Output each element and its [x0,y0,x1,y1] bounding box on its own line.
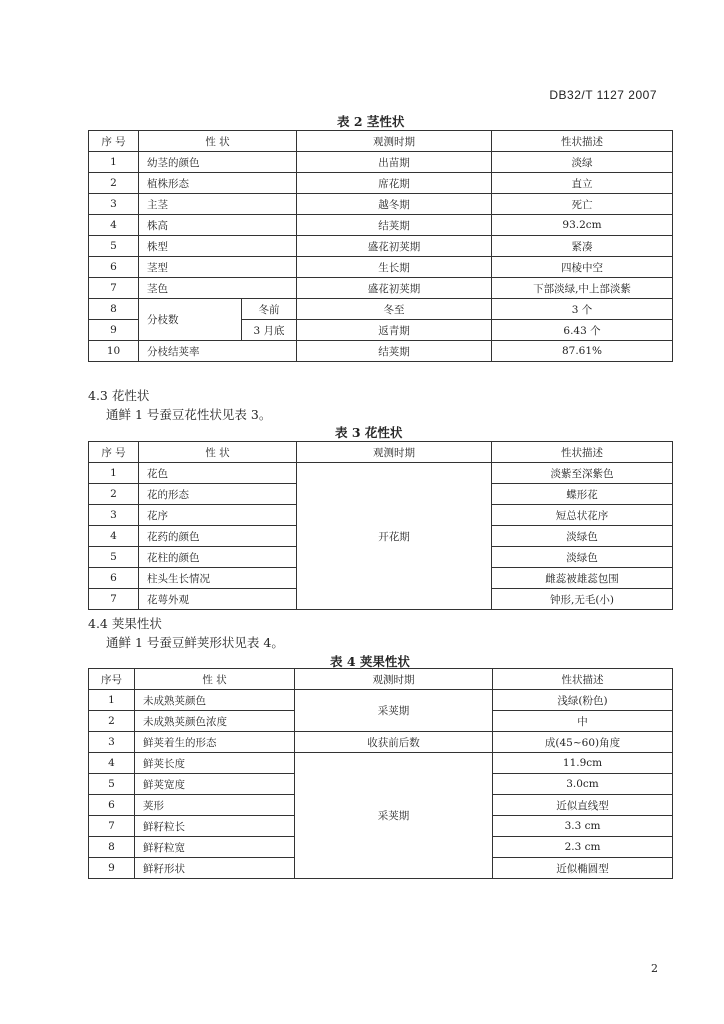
cell: 2 [89,173,139,194]
cell: 浅绿(粉色) [493,690,673,711]
cell: 冬前 [242,299,297,320]
cell: 盛花初荚期 [297,236,492,257]
cell: 4 [89,753,135,774]
cell: 株高 [139,215,297,236]
col-header: 观测时期 [297,131,492,152]
cell: 淡紫至深紫色 [492,463,673,484]
cell: 死亡 [492,194,673,215]
table-header-row [89,131,673,152]
cell: 出苗期 [297,152,492,173]
cell: 结荚期 [297,215,492,236]
page-number: 2 [651,962,658,975]
table-row [89,152,673,173]
cell: 8 [89,299,139,320]
table-row [89,341,673,362]
table-row [89,299,673,320]
table4 [88,668,673,879]
cell: 返青期 [297,320,492,341]
cell: 3 [89,732,135,753]
cell: 花序 [139,505,297,526]
cell: 开花期 [297,463,492,610]
cell: 盛花初荚期 [297,278,492,299]
cell: 采荚期 [295,690,493,732]
cell: 3 [89,505,139,526]
cell: 鲜荚长度 [135,753,295,774]
section-4-3-text: 通鲜 1 号蚕豆花性状见表 3。 [106,407,272,422]
cell: 花萼外观 [139,589,297,610]
table4-caption: 表 4 荚果性状 [330,654,410,669]
col-header: 观测时期 [297,442,492,463]
col-header: 序号 [89,669,135,690]
cell: 下部淡绿,中上部淡紫 [492,278,673,299]
cell: 9 [89,320,139,341]
cell: 雌蕊被雄蕊包围 [492,568,673,589]
cell: 花药的颜色 [139,526,297,547]
col-header: 性 状 [135,669,295,690]
cell: 5 [89,547,139,568]
cell: 3.3 cm [493,816,673,837]
cell: 采荚期 [295,753,493,879]
standard-number: DB32/T 1127 2007 [549,88,657,102]
cell: 7 [89,816,135,837]
cell: 6 [89,568,139,589]
cell: 3.0cm [493,774,673,795]
col-header: 性状描述 [493,669,673,690]
cell: 6 [89,257,139,278]
cell: 越冬期 [297,194,492,215]
cell: 9 [89,858,135,879]
cell: 93.2cm [492,215,673,236]
cell: 淡绿 [492,152,673,173]
col-header: 观测时期 [295,669,493,690]
table3-caption: 表 3 花性状 [335,425,403,440]
col-header: 性 状 [139,442,297,463]
table-row [89,278,673,299]
cell: 钟形,无毛(小) [492,589,673,610]
cell: 结荚期 [297,341,492,362]
cell: 直立 [492,173,673,194]
col-header: 性状描述 [492,442,673,463]
table-row [89,194,673,215]
cell: 7 [89,278,139,299]
cell: 1 [89,690,135,711]
cell: 近似椭圆型 [493,858,673,879]
cell: 3 月底 [242,320,297,341]
table2 [88,130,673,362]
cell: 鲜籽形状 [135,858,295,879]
cell: 2 [89,711,135,732]
table-row [89,463,673,484]
cell: 未成熟荚颜色 [135,690,295,711]
table-row [89,732,673,753]
cell: 主茎 [139,194,297,215]
cell: 幼茎的颜色 [139,152,297,173]
cell: 2.3 cm [493,837,673,858]
table-row [89,690,673,711]
cell: 近似直线型 [493,795,673,816]
cell: 鲜籽粒宽 [135,837,295,858]
cell: 1 [89,463,139,484]
cell: 中 [493,711,673,732]
section-4-4-text: 通鲜 1 号蚕豆鲜荚形状见表 4。 [106,635,284,650]
cell: 植株形态 [139,173,297,194]
cell: 花的形态 [139,484,297,505]
cell: 3 [89,194,139,215]
cell: 6.43 个 [492,320,673,341]
cell: 8 [89,837,135,858]
cell: 紧凑 [492,236,673,257]
section-4-3-heading: 4.3 花性状 [88,388,150,403]
cell: 4 [89,215,139,236]
table-row [89,173,673,194]
cell: 生长期 [297,257,492,278]
cell: 茎型 [139,257,297,278]
table-header-row [89,669,673,690]
cell: 6 [89,795,135,816]
cell: 柱头生长情况 [139,568,297,589]
table2-caption: 表 2 茎性状 [337,114,405,129]
cell: 分枝数 [139,299,242,341]
table-row [89,753,673,774]
cell: 3 个 [492,299,673,320]
cell: 鲜荚宽度 [135,774,295,795]
cell: 四棱中空 [492,257,673,278]
table-header-row [89,442,673,463]
col-header: 性状描述 [492,131,673,152]
cell: 席花期 [297,173,492,194]
cell: 荚形 [135,795,295,816]
table-row [89,257,673,278]
cell: 茎色 [139,278,297,299]
cell: 成(45~60)角度 [493,732,673,753]
table-row [89,215,673,236]
table3 [88,441,673,610]
cell: 短总状花序 [492,505,673,526]
cell: 花柱的颜色 [139,547,297,568]
cell: 2 [89,484,139,505]
cell: 蝶形花 [492,484,673,505]
cell: 鲜荚着生的形态 [135,732,295,753]
table-row [89,236,673,257]
cell: 花色 [139,463,297,484]
cell: 鲜籽粒长 [135,816,295,837]
cell: 株型 [139,236,297,257]
cell: 未成熟荚颜色浓度 [135,711,295,732]
col-header: 序 号 [89,131,139,152]
cell: 5 [89,774,135,795]
cell: 淡绿色 [492,547,673,568]
cell: 11.9cm [493,753,673,774]
cell: 1 [89,152,139,173]
cell: 收获前后数 [295,732,493,753]
cell: 分枝结荚率 [139,341,297,362]
section-4-4-heading: 4.4 荚果性状 [88,616,162,631]
col-header: 性 状 [139,131,297,152]
col-header: 序 号 [89,442,139,463]
cell: 冬至 [297,299,492,320]
cell: 87.61% [492,341,673,362]
cell: 淡绿色 [492,526,673,547]
cell: 5 [89,236,139,257]
cell: 4 [89,526,139,547]
cell: 10 [89,341,139,362]
cell: 7 [89,589,139,610]
